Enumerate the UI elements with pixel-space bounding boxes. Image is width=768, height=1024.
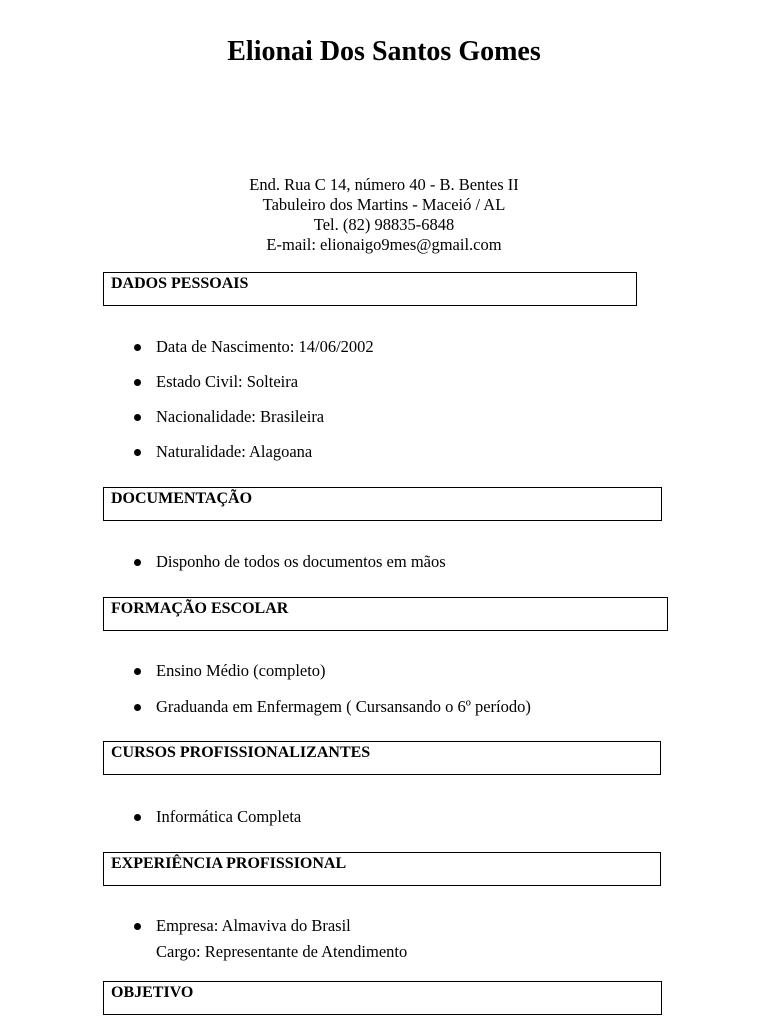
bullet-icon	[134, 414, 141, 421]
section-formacao-escolar	[103, 597, 668, 631]
section-title: FORMAÇÃO ESCOLAR	[111, 600, 289, 617]
list-item-text: Empresa: Almaviva do Brasil	[156, 916, 351, 935]
section-title: DADOS PESSOAIS	[111, 275, 249, 292]
list-item-text: Ensino Médio (completo)	[156, 661, 326, 680]
list-item-text: Estado Civil: Solteira	[156, 372, 299, 391]
bullet-icon	[134, 344, 141, 351]
bullet-icon	[134, 379, 141, 386]
section-title: OBJETIVO	[111, 984, 194, 1001]
section-objetivo	[103, 981, 662, 1015]
section-cursos	[103, 741, 661, 775]
contact-block	[0, 175, 768, 255]
list-item-text: Nacionalidade: Brasileira	[156, 407, 325, 426]
contact-phone: Tel. (82) 98835-6848	[313, 215, 455, 234]
bullet-icon	[134, 559, 141, 566]
bullet-icon	[134, 814, 141, 821]
cargo-text: Cargo: Representante de Atendimento	[156, 942, 408, 961]
resume-name: Elionai Dos Santos Gomes	[227, 36, 541, 67]
contact-email: E-mail: elionaigo9mes@gmail.com	[266, 235, 502, 254]
list-item-text: Graduanda em Enfermagem ( Cursansando o 6º período)	[156, 697, 531, 716]
section-dados-pessoais	[103, 272, 637, 306]
bullet-icon	[134, 923, 141, 930]
section-title: DOCUMENTAÇÃO	[111, 490, 253, 507]
contact-address: End. Rua C 14, número 40 - B. Bentes II	[249, 175, 519, 194]
section-title: EXPERIÊNCIA PROFISSIONAL	[111, 855, 347, 872]
section-title: CURSOS PROFISSIONALIZANTES	[111, 744, 371, 761]
list-item-text: Informática Completa	[156, 807, 302, 826]
contact-city: Tabuleiro dos Martins - Maceió / AL	[262, 195, 506, 214]
list-item-text: Data de Nascimento: 14/06/2002	[156, 337, 374, 356]
section-experiencia	[103, 852, 661, 886]
list-item-text: Naturalidade: Alagoana	[156, 442, 313, 461]
bullet-icon	[134, 449, 141, 456]
bullet-icon	[134, 704, 141, 711]
list-item-text: Disponho de todos os documentos em mãos	[156, 552, 446, 571]
section-documentacao	[103, 487, 662, 521]
bullet-icon	[134, 668, 141, 675]
